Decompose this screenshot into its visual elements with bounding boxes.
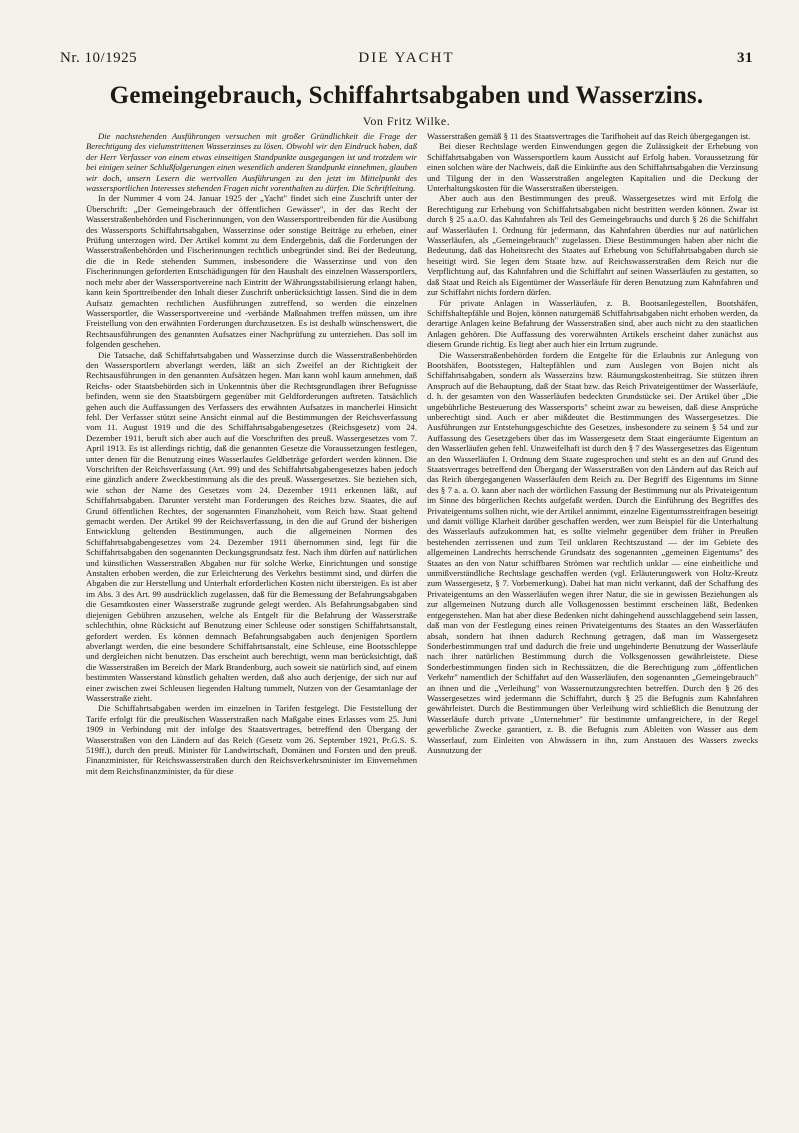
left-column — [86, 131, 417, 1061]
magazine-name: DIE YACHT — [358, 50, 455, 66]
page-header — [60, 50, 753, 72]
paragraph: Aber auch aus den Bestimmungen des preuß. Wassergesetzes wird mit Erfolg die Berechtigung zur Erhebung von Schiffahrtsabgaben nicht bestritten werden können. Zwar ist durch § 25 a.a.O. das Kahnfahren als Teil des Gemeingebrauchs und durch § 26 die Schiffahrt auf Wasserläufen I. Ordnung für jedermann, das Kahnfahren überdies nur auf natürlichen Wasserläufen, als „Gemeingebrauch" zugelassen. Diese Bestimmungen haben aber nicht die Bedeutung, daß das Hoheitsrecht des Staates auf Erhebung von Schiffahrtsabgaben durch sie beseitigt wird. Sie legen dem Staate bzw. auf Reichswasserstraßen dem Reich nur die Verpflichtung auf, das Kahnfahren und die Schiffahrt auf seinen Wasserläufen zu gestatten, so daß Staat und Reich als Eigentümer der Wasserläufe für deren Benutzung zum Kahnfahren und zur Schiffahrt nichts fordern dürfen. — [427, 193, 758, 298]
paragraph: Wasserstraßen gemäß § 11 des Staatsvertrages die Tarifhoheit auf das Reich übergegangen ist. — [427, 131, 751, 141]
issue-number: Nr. 10/1925 — [60, 50, 138, 66]
paragraph: In der Nummer 4 vom 24. Januar 1925 der „Yacht" findet sich eine Zuschrift unter der Überschrift: „Der Gemeingebrauch der öffentlichen Gewässer", in der das Recht der Wasserstraßenbehörden und Fischerinnungen, von den Wassersporttreibenden für die Ausübung des Wassersports Schiffahrtsabgaben, Wasserzinse oder sonstige Beiträge zu erheben, einer Prüfung unterzogen wird. Der Artikel kommt zu dem Endergebnis, daß die Forderungen der Wasserstraßenbehörden und Fischerinnungen rechtlich unbegründet sind. Bei der Bedeutung, die die in Rede stehenden Summen, insbesondere die Wasserzinse und von den Fischerinnungen geforderten Entschädigungen für den Haushalt des einzelnen Wassersportlers, noch mehr aber der Wassersportvereine nach Eintritt der Währungsstabilisierung erlangt haben, kann kein Sporttreibender den Inhalt dieser Zuschrift unberücksichtigt lassen. Sind die in dem Aufsatz gemachten rechtlichen Ausführungen zutreffend, so werden die einzelnen Wassersportler, die Wassersportvereine und -verbände Maßnahmen treffen müssen, um ihre Freistellung von den erwähnten Forderungen durchzusetzen. Es ist deshalb wünschenswert, die Rechtsausführungen des genannten Aufsatzes einer Nachprüfung zu unterziehen. Das soll im folgenden geschehen. — [86, 193, 417, 350]
paragraph: Die Wasserstraßenbehörden fordern die Entgelte für die Erlaubnis zur Anlegung von Bootshäfen, Bootsstegen, Haltepfählen und zum Auslegen von Bojen nicht als Schiffahrtsabgaben, sondern als Wasserzins bzw. Räumungskostenbeitrag. Sie stützen ihren Anspruch auf die Behauptung, daß der Staat bzw. das Reich Privateigentümer der Wasserläufe, d. h. der gesamten von den Wasserläufen bedeckten Grundstücke sei. Der Artikel über „Die ungebührliche Besteuerung des Wassersports" scheint zwar zu beweisen, daß diese Ansprüche unberechtigt sind. Auch er aber mißdeutet die Bestimmungen des Wassergesetzes. Die Ausführungen zur Entstehungsgeschichte des Gesetzes, insbesondere zu seinem § 54 und zur Auffassung des Gesetzgebers über das im Wassergesetz dem Staat eingeräumte Eigentum an den Wasserläufen gehen fehl. Unzweifelhaft ist durch den § 7 des Wassergesetzes das Eigentum an den Wasserläufen I. Ordnung dem Staate zugesprochen und steht es an den auf Grund des Staatsvertrages betreffend den Übergang der Wasserstraßen von den Ländern auf das Reich auf das Reich übergegangenen Wasserläufen dem Reich zu. Der Begriff des Eigentums im Sinne des § 7 a. a. O. kann aber nach der wörtlichen Fassung der Bestimmung nur als Privateigentum im Sinne des bürgerlichen Rechts aufgefaßt werden. Durch die Einführung des Begriffes des Privateigentums sollten nicht, wie der Artikel annimmt, einzelne Eigentumsstreitfragen beseitigt und damit völlige Klarheit darüber geschaffen werden, wer zum Beispiel für die Unterhaltung des Wasserlaufs aufzukommen hat, es sollte vielmehr gegenüber dem früher in Preußen bestehenden zerrissenen und zum Teil unklaren Rechtszustand — der im Gebiete des allgemeinen Landrechts herrschende Grundsatz des sogenannten „gemeinen Eigentums" des Staates an den von Natur schiffbaren Strömen war rechtlich unklar — eine einheitliche und unmißverständliche Rechtslage geschaffen werden (vgl. Erläuterungswerk von Holtz-Kreutz zum Wassergesetz, § 7. Vorbemerkung). Dabei hat man nicht verkannt, daß der Schaffung des Privateigentums an den Wasserläufen wegen ihrer Natur, die sie in gewissen Beziehungen als zur allgemeinen Nutzung durch alle Volksgenossen bestimmt erscheinen läßt, Bedenken entgegenstehen. Man hat aber diese Bedenken nicht dahingehend ausschlaggebend sein lassen, daß man von der Festlegung eines reinen Privateigentums des Staates an den Wasserläufen absah, sondern hat ihnen dadurch Rechnung getragen, daß man im Wassergesetz Sonderbestimmungen traf und dadurch die freie und ungehinderte Benutzung der Wasserläufe nach ihrer natürlichen Bestimmung durch die Volksgenossen gewährleistete. Diese Sonderbestimmungen finden sich in Rechtssätzen, die die Berechtigung zum „öffentlichen Verkehr" namentlich der Schiffahrt auf den Wasserläufen, den sogenannten „Gemeingebrauch" an ihnen und die „Verleihung" von Wassernutzungsrechten betreffen. Durch den § 26 des Wassergesetzes wird jedermann die Schiffahrt, durch § 25 die Befugnis zum Kahnfahren gewährleistet. Durch die Bestimmungen über Verleihung wird schließlich die Benutzung der Wasserläufe durch private „Unternehmer" für bestimmte umfangreichere, in der Regel gewerbliche Zwecke garantiert, z. B. die Befugnis zum Ableiten von Wasser aus dem Wasserlauf, zum Einleiten von Abwässern in ihn, zum Anstauen des Wassers zwecks Ausnutzung der — [427, 349, 758, 755]
right-column — [427, 131, 758, 1061]
editorial-intro: Die nachstehenden Ausführungen versuchen mit großer Gründlichkeit die Frage der Berechtigung des vielumstrittenen Wasserzinses zu lösen. Obwohl wir den Eindruck haben, daß der Herr Verfasser von einem etwas einseitigen Standpunkte ausgegangen ist und trotzdem wir bei einigen seiner Schlußfolgerungen einen wesentlich anderen Standpunkt einnehmen, glauben wir doch, unsern Lesern die wertvollen Ausführungen zu den jetzt im Mittelpunkt des wassersportlichen Interesses stehenden Fragen nicht vorenthalten zu dürfen. Die Schriftleitung. — [86, 131, 417, 194]
paragraph: Bei dieser Rechtslage werden Einwendungen gegen die Zulässigkeit der Erhebung von Schiffahrtsabgaben von Wassersportlern kaum Aussicht auf Erfolg haben. Voraussetzung für einen solchen wäre der Nachweis, daß die Einkünfte aus den Schiffahrtsabgaben die Verzinsung und Tilgung der in den Wasserstraßen angelegten Kapitalien und die Deckung der Unterhaltungskosten für die Wasserstraßen übersteigen. — [427, 141, 758, 194]
article-author: Von Fritz Wilke. — [362, 114, 451, 128]
page-number: 31 — [737, 50, 753, 66]
article-title: Gemeingebrauch, Schiffahrtsabgaben und Wasserzins. — [109, 82, 704, 109]
paragraph: Für private Anlagen in Wasserläufen, z. B. Bootsanlegestellen, Bootshäfen, Schiffshaltepfähle und Bojen, können naturgemäß Schiffahrtsabgaben nicht erhoben werden, da derartige Anlagen keine Befahrung der Wasserstraßen sind, aber auch nicht zu den staatlichen Anlagen gehören. Die Auffassung des vorerwähnten Artikels erscheint daher zunächst aus diesem Grunde richtig. Es liegt aber auch hier ein Irrtum zugrunde. — [427, 297, 758, 350]
paragraph: Die Tatsache, daß Schiffahrtsabgaben und Wasserzinse durch die Wasserstraßenbehörden den Wassersportlern abverlangt werden, läßt an sich Zweifel an der Richtigkeit der Rechtsausführungen in den genannten Aufsätzen hegen. Man kann wohl kaum annehmen, daß Reichs- oder Staatsbehörden sich in Unkenntnis über die Rechtsgrundlagen ihrer Befugnisse befinden, wenn sie den Staatsbürgern gegenüber mit Geldforderungen auftreten. Tatsächlich gehen auch die Auffassungen des Verfassers des erwähnten Aufsatzes in mancherlei Hinsicht fehl. Der Verfasser stützt seine Ansicht einmal auf die Bestimmungen der Reichsverfassung vom 11. August 1919 und die des Schiffahrtsabgabengesetzes (Reichsgesetz) vom 24. Dezember 1911, beruft sich aber auch auf die Vorschriften des preuß. Wassergesetzes vom 7. April 1913. Es ist allerdings richtig, daß die genannten Gesetze die Voraussetzungen festlegen, unter denen für die Benutzung eines Wasserlaufes Geldbeträge gefordert werden können. Die Vorschriften der Reichsverfassung (Art. 99) und des Schiffahrtsabgabengesetzes haben jedoch eine gänzlich andere Zweckbestimmung als die des preuß. Wassergesetzes. Sie beziehen sich, wie schon der Name des Gesetzes vom 24. Dezember 1911 erkennen läßt, auf Schiffahrtsabgaben. Darunter versteht man Forderungen des Reiches bzw. Staates, die auf Grund öffentlichen Rechtes, der sogenannten Finanzhoheit, vom Reich bzw. Staat geltend gemacht werden. Der Artikel 99 der Reichsverfassung, in den die auf Grund der bisherigen Entwicklung geltenden Bestimmungen, auch die allgemeinen Normen des Schiffahrtsabgabengesetzes vom 24. Dezember 1911 übernommen sind, legt für die Schiffahrtsabgaben den sogenannten Deckungsgrundsatz fest. Nach ihm dürfen auf natürlichen und künstlichen Wasserstraßen Abgaben nur für solche Werke, Einrichtungen und sonstige Anstalten erhoben werden, die zur Erleichterung des Verkehrs bestimmt sind, und dürfen die Abgaben die zur Herstellung und Unterhalt erforderlichen Kosten nicht übersteigen. Es ist aber im Abs. 3 des Art. 99 ausdrücklich zugelassen, daß für die Bemessung der Befahrungsabgaben die Gesamtkosten einer Wasserstraße zugrunde gelegt werden. Als Befahrungsabgaben sind diejenigen Gebühren anzusehen, welche als Entgelt für die Befahrung der Wasserstraße schlechthin, ohne Rücksicht auf Benutzung einer Schleuse oder sonstigen Schiffahrtsanstalt, gefordert werden. Es können demnach Befahrungsabgaben auch denjenigen Sportlern abverlangt werden, die eine besondere Schiffahrtsanstalt, eine Schleuse, eine Bootsschleppe und dergleichen nicht benutzen. Das erscheint auch berechtigt, wenn man berücksichtigt, daß die Wasserstraßen im Bereich der Mark Brandenburg, auch soweit sie natürlich sind, auf einem bestimmten Wasserstand künstlich gehalten werden, daß also auch derjenige, der sich nur auf einer zwischen zwei Schleusen liegenden Haltung tummelt, Nutzen von der Gesamtanlage der Wasserstraße zieht. — [86, 349, 417, 703]
paragraph: Die Schiffahrtsabgaben werden im einzelnen in Tarifen festgelegt. Die Feststellung der Tarife erfolgt für die preußischen Wasserstraßen nach Maßgabe eines Erlasses vom 25. Juni 1909 in Verbindung mit der infolge des Staatsvertrages, betreffend den Übergang der Wasserstraßen von den Ländern auf das Reich (Gesetz vom 26. September 1921, Pr.G.S. S. 519ff.), durch den preuß. Minister für Landwirtschaft, Domänen und Forsten und den preuß. Finanzminister, für Reichswasserstraßen durch den Reichsverkehrsminister im Einvernehmen mit dem Reichsfinanzminister, da für diese — [86, 703, 417, 776]
